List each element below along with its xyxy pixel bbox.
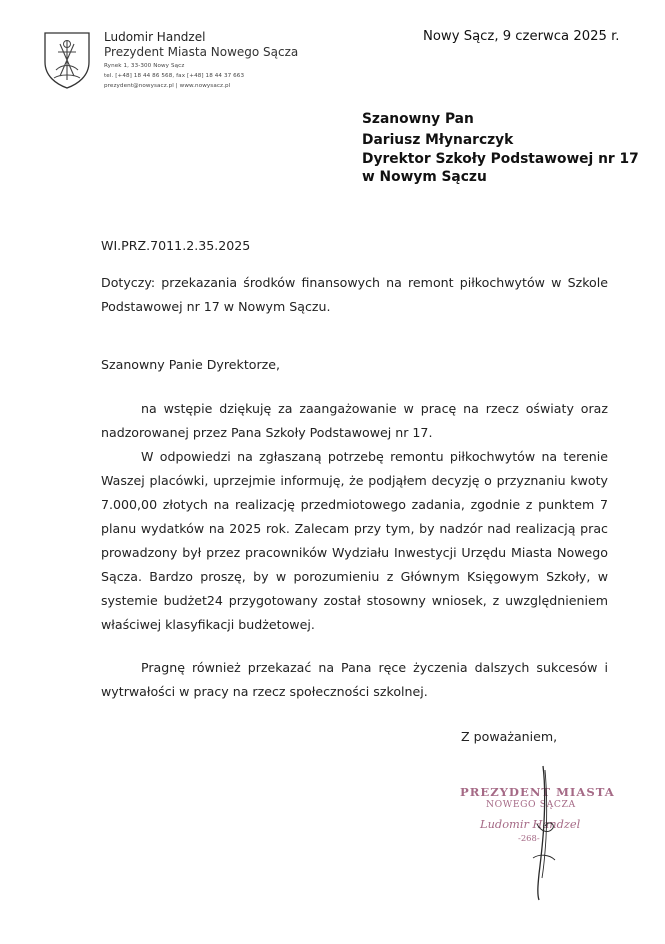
paragraph-2: W odpowiedzi na zgłaszaną potrzebę remontu piłkochwytów na terenie Waszej placówki, uprzejmie informuję, że podjąłem decyzję o przyznaniu kwoty 7.000,00 złotych na realizację przedmiotowego zadania, zgodnie z punktem 7 planu wydatków na 2025 rok. Zalecam przy tym, by nadzór nad realizacją prac prowadzony był przez pracowników Wydziału Inwestycji Urzędu Miasta Nowego Sącza. Bardzo proszę, by w porozumieniu z Głównym Księgowym Szkoły, w systemie budżet24 przygotowany został stosowny wniosek, z uwzględnieniem właściwej klasyfikacji budżetowej. [101, 449, 608, 632]
sender-contact: prezydent@nowysacz.pl | www.nowysacz.pl [104, 83, 231, 89]
addressee-location: w Nowym Sączu [362, 169, 487, 185]
closing: Z poważaniem, [461, 729, 558, 744]
sender-address: Rynek 1, 33-300 Nowy Sącz [104, 63, 185, 69]
handwritten-signature-icon [515, 762, 575, 902]
paragraph-3: Pragnę również przekazać na Pana ręce życzenia dalszych sukcesów i wytrwałości w pracy na rzecz społeczności szkolnej. [101, 660, 608, 699]
stamp-city: NOWEGO SĄCZA [486, 799, 576, 810]
sender-title: Prezydent Miasta Nowego Sącza [104, 45, 299, 59]
stamp-number: -268- [518, 833, 540, 843]
addressee-name: Dariusz Młynarczyk [362, 132, 514, 148]
stamp-title: PREZYDENT MIASTA [460, 785, 615, 799]
sender-phone: tel. [+48] 18 44 86 568, fax [+48] 18 44 37 663 [104, 73, 245, 79]
reference-number: WI.PRZ.7011.2.35.2025 [101, 238, 251, 253]
paragraph-1: na wstępie dziękuję za zaangażowanie w pracę na rzecz oświaty oraz nadzorowanej przez Pana Szkoły Podstawowej nr 17. [101, 401, 608, 440]
addressee-greeting: Szanowny Pan [362, 111, 474, 127]
city-coat-of-arms-icon [40, 30, 94, 90]
letter-date: Nowy Sącz, 9 czerwca 2025 r. [423, 29, 620, 44]
letter-subject: Dotyczy: przekazania środków finansowych na remont piłkochwytów w Szkole Podstawowej nr 17 w Nowym Sączu. [101, 275, 608, 314]
addressee-position: Dyrektor Szkoły Podstawowej nr 17 [362, 151, 639, 167]
sender-name: Ludomir Handzel [104, 30, 206, 44]
salutation: Szanowny Panie Dyrektorze, [101, 357, 280, 372]
stamp-name: Ludomir Handzel [480, 817, 581, 831]
